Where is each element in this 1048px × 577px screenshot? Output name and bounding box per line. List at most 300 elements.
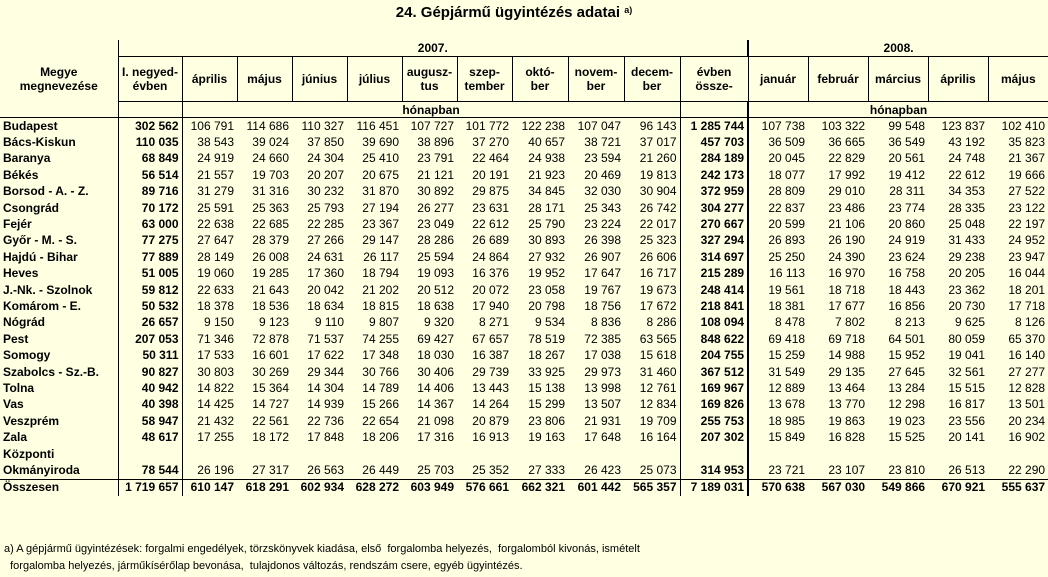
month-value-2007: 18 267 bbox=[528, 348, 565, 363]
q1-value: 302 562 bbox=[118, 118, 182, 135]
month-value-2008: 31 549 bbox=[748, 364, 808, 380]
month-value-2008: 567 030 bbox=[808, 479, 868, 496]
table-row bbox=[0, 167, 1048, 183]
month-value-2008: 22 837 bbox=[748, 200, 808, 216]
county-name: Győr - M. - S. bbox=[3, 233, 78, 248]
month-value-2008: 34 353 bbox=[948, 184, 986, 199]
table-title bbox=[0, 0, 1028, 30]
month-value-2007: 618 291 bbox=[237, 479, 292, 496]
month-value-2007: 23 631 bbox=[472, 200, 509, 215]
month-header-2007-line: április bbox=[191, 72, 228, 86]
month-value-2007: 19 709 bbox=[639, 413, 677, 428]
month-value-2008: 23 362 bbox=[948, 282, 986, 297]
month-value-2007: 30 232 bbox=[307, 184, 344, 199]
month-value-2007: 26 449 bbox=[362, 462, 399, 477]
month-header-2007-line: augusz- bbox=[406, 65, 453, 79]
month-value-2008: 24 748 bbox=[948, 151, 986, 166]
month-value-2007: 26 907 bbox=[584, 249, 621, 264]
table-row bbox=[0, 331, 1048, 347]
table-row bbox=[0, 429, 1048, 445]
annual-total: 7 189 031 bbox=[680, 479, 748, 496]
annual-total: 1 285 744 bbox=[680, 118, 748, 135]
month-value-2008 bbox=[928, 446, 988, 462]
month-value-2007: 27 194 bbox=[362, 200, 399, 215]
county-name: Komárom - E. bbox=[3, 298, 82, 313]
month-value-2008: 21 106 bbox=[828, 217, 866, 232]
month-value-2007: 19 813 bbox=[639, 167, 677, 182]
month-value-2008: 29 135 bbox=[828, 364, 866, 379]
month-value-2007: 28 379 bbox=[252, 233, 289, 248]
month-value-2008: 22 197 bbox=[1008, 217, 1046, 232]
month-value-2007: 26 689 bbox=[472, 233, 509, 248]
month-value-2007: 9 320 bbox=[423, 315, 454, 330]
month-value-2008: 15 525 bbox=[888, 430, 926, 445]
q1-value: 90 827 bbox=[118, 364, 182, 380]
q1-value: 78 544 bbox=[118, 462, 182, 479]
month-value-2007: 16 164 bbox=[639, 430, 677, 445]
q1-value: 110 035 bbox=[118, 134, 182, 150]
month-header-2007-line: július bbox=[358, 72, 391, 86]
q1-value: 63 000 bbox=[118, 216, 182, 232]
month-value-2008 bbox=[868, 446, 928, 462]
month-value-2008: 12 828 bbox=[1008, 380, 1046, 395]
month-header-2007 bbox=[457, 57, 512, 102]
month-value-2007: 19 163 bbox=[528, 430, 565, 445]
month-value-2008: 36 549 bbox=[888, 135, 926, 150]
month-value-2008: 64 501 bbox=[888, 331, 926, 346]
month-value-2007: 18 815 bbox=[362, 298, 399, 313]
month-value-2008: 16 758 bbox=[888, 266, 926, 281]
month-value-2007: 22 464 bbox=[472, 151, 509, 166]
month-value-2008: 14 988 bbox=[828, 348, 866, 363]
month-value-2008: 25 250 bbox=[748, 249, 808, 265]
month-value-2007: 23 224 bbox=[584, 217, 621, 232]
q1-value: 50 311 bbox=[118, 347, 182, 363]
q1-value: 40 398 bbox=[118, 397, 182, 413]
month-value-2007: 22 017 bbox=[639, 217, 677, 232]
month-value-2007: 16 913 bbox=[472, 430, 509, 445]
month-value-2007: 31 460 bbox=[639, 364, 677, 379]
county-name: Okmányiroda bbox=[3, 462, 80, 477]
month-value-2007: 17 672 bbox=[639, 298, 677, 313]
month-value-2008: 20 860 bbox=[888, 217, 926, 232]
annual-total: 169 826 bbox=[680, 397, 748, 413]
month-value-2008: 19 666 bbox=[1008, 167, 1046, 182]
table-row bbox=[0, 380, 1048, 396]
q1-header bbox=[118, 57, 182, 102]
month-value-2007: 34 845 bbox=[528, 184, 565, 199]
month-value-2007: 19 285 bbox=[252, 266, 289, 281]
month-value-2007 bbox=[457, 446, 512, 462]
month-value-2007: 25 352 bbox=[472, 462, 509, 477]
month-value-2007: 32 030 bbox=[584, 184, 621, 199]
month-value-2007: 12 834 bbox=[639, 397, 677, 412]
annual-total: 169 967 bbox=[680, 380, 748, 396]
county-name: Tolna bbox=[3, 380, 35, 395]
month-value-2008: 16 902 bbox=[1008, 430, 1046, 445]
month-value-2007: 39 024 bbox=[252, 135, 289, 150]
month-value-2008: 19 023 bbox=[888, 413, 926, 428]
month-value-2007: 21 643 bbox=[252, 282, 289, 297]
table-row bbox=[0, 249, 1048, 265]
month-value-2007: 19 060 bbox=[182, 266, 237, 282]
month-value-2008: 23 122 bbox=[1008, 200, 1046, 215]
month-value-2008: 15 515 bbox=[948, 380, 986, 395]
month-value-2008: 13 678 bbox=[748, 397, 808, 413]
annual-total: 215 289 bbox=[680, 266, 748, 282]
q1-value: 207 053 bbox=[118, 331, 182, 347]
month-value-2007: 19 952 bbox=[528, 266, 565, 281]
month-value-2008: 23 810 bbox=[888, 462, 926, 477]
month-value-2008: 65 370 bbox=[1008, 331, 1046, 346]
month-header-2007-line: ber bbox=[530, 79, 550, 93]
month-value-2007: 21 557 bbox=[182, 167, 237, 183]
month-value-2007: 18 794 bbox=[362, 266, 399, 281]
county-name: Budapest bbox=[3, 118, 58, 133]
month-value-2008: 17 992 bbox=[828, 167, 866, 182]
q1-value: 40 942 bbox=[118, 380, 182, 396]
county-name: J.-Nk. - Szolnok bbox=[3, 282, 93, 297]
month-value-2007: 27 932 bbox=[528, 249, 565, 264]
month-value-2008: 35 823 bbox=[1008, 135, 1046, 150]
month-value-2007: 9 534 bbox=[534, 315, 565, 330]
month-value-2008: 20 599 bbox=[748, 216, 808, 232]
month-value-2007: 67 657 bbox=[472, 331, 509, 346]
q1-value: 70 172 bbox=[118, 200, 182, 216]
month-value-2007: 22 633 bbox=[182, 282, 237, 298]
month-value-2008: 15 849 bbox=[748, 429, 808, 445]
month-value-2007: 28 171 bbox=[528, 200, 565, 215]
month-value-2007: 601 442 bbox=[568, 479, 624, 496]
month-value-2008: 18 077 bbox=[748, 167, 808, 183]
month-value-2007: 17 622 bbox=[307, 348, 344, 363]
month-value-2008: 20 561 bbox=[888, 151, 926, 166]
month-value-2007: 26 606 bbox=[639, 249, 677, 264]
month-value-2007: 565 357 bbox=[624, 479, 680, 496]
month-value-2008: 23 721 bbox=[748, 462, 808, 479]
month-value-2008: 16 113 bbox=[748, 266, 808, 282]
month-value-2007: 9 150 bbox=[182, 315, 237, 331]
month-value-2007: 14 406 bbox=[417, 380, 454, 395]
month-value-2007: 101 772 bbox=[465, 118, 509, 133]
month-header-2008: április bbox=[928, 57, 988, 102]
month-value-2008: 69 718 bbox=[828, 331, 866, 346]
month-value-2007: 20 469 bbox=[584, 167, 621, 182]
month-value-2007: 107 047 bbox=[577, 118, 621, 133]
month-header-2007 bbox=[512, 57, 568, 102]
annual-total: 255 753 bbox=[680, 413, 748, 429]
annual-total: 314 953 bbox=[680, 462, 748, 479]
month-value-2007: 26 742 bbox=[639, 200, 677, 215]
month-value-2007 bbox=[402, 446, 457, 462]
month-value-2008: 18 985 bbox=[748, 413, 808, 429]
month-header-2008: február bbox=[808, 57, 868, 102]
q1-spacer bbox=[118, 102, 182, 118]
month-value-2007: 22 285 bbox=[307, 217, 344, 232]
month-value-2007: 17 848 bbox=[307, 430, 344, 445]
month-value-2008: 26 190 bbox=[828, 233, 866, 248]
month-value-2007: 37 270 bbox=[472, 135, 509, 150]
month-value-2007: 30 269 bbox=[252, 364, 289, 379]
annual-total: 327 294 bbox=[680, 233, 748, 249]
month-value-2007: 26 277 bbox=[417, 200, 454, 215]
month-value-2007: 20 512 bbox=[417, 282, 454, 297]
month-header-2007-line: tus bbox=[420, 79, 439, 93]
month-value-2008: 16 140 bbox=[1008, 348, 1046, 363]
table-row bbox=[0, 151, 1048, 167]
month-value-2007: 27 333 bbox=[528, 462, 565, 477]
annual-total: 242 173 bbox=[680, 167, 748, 183]
month-value-2007: 21 432 bbox=[182, 413, 237, 429]
month-value-2007: 20 798 bbox=[528, 298, 565, 313]
month-value-2007: 19 093 bbox=[417, 266, 454, 281]
month-value-2007: 17 360 bbox=[307, 266, 344, 281]
month-value-2007: 22 654 bbox=[362, 413, 399, 428]
month-value-2007: 19 703 bbox=[252, 167, 289, 182]
month-value-2007 bbox=[568, 446, 624, 462]
county-name: Szabolcs - Sz.-B. bbox=[3, 364, 100, 379]
month-value-2007: 26 117 bbox=[363, 249, 399, 264]
month-value-2007: 71 346 bbox=[182, 331, 237, 347]
month-value-2007: 30 893 bbox=[528, 233, 565, 248]
month-value-2007: 17 647 bbox=[584, 266, 621, 281]
month-value-2008: 25 048 bbox=[948, 217, 986, 232]
month-header-2007 bbox=[292, 57, 347, 102]
county-name: Baranya bbox=[3, 151, 51, 166]
q1-value: 89 716 bbox=[118, 184, 182, 200]
footnote bbox=[4, 541, 640, 575]
county-name: Borsod - A. - Z. bbox=[3, 184, 89, 199]
data-table bbox=[0, 40, 1048, 496]
month-value-2007: 628 272 bbox=[347, 479, 402, 496]
annual-header-line: évben bbox=[696, 65, 732, 79]
month-value-2007: 23 806 bbox=[528, 413, 565, 428]
title-note-mark: a) bbox=[624, 5, 633, 15]
month-value-2007: 25 343 bbox=[584, 200, 621, 215]
month-value-2008: 8 126 bbox=[1015, 315, 1046, 330]
annual-total: 457 703 bbox=[680, 134, 748, 150]
month-header-2007 bbox=[568, 57, 624, 102]
q1-value: 68 849 bbox=[118, 151, 182, 167]
month-value-2007: 21 098 bbox=[417, 413, 454, 428]
month-value-2007: 40 657 bbox=[528, 135, 565, 150]
county-column-header bbox=[0, 40, 118, 118]
month-value-2007: 21 202 bbox=[362, 282, 399, 297]
month-value-2008: 15 952 bbox=[888, 348, 926, 363]
month-value-2007: 24 919 bbox=[182, 151, 237, 167]
month-value-2007: 602 934 bbox=[292, 479, 347, 496]
month-value-2007: 26 398 bbox=[584, 233, 621, 248]
month-value-2007: 16 376 bbox=[472, 266, 509, 281]
month-value-2008: 32 561 bbox=[948, 364, 986, 379]
annual-total: 372 959 bbox=[680, 184, 748, 200]
month-header-2007-line: tember bbox=[464, 79, 505, 93]
month-value-2007: 72 385 bbox=[584, 331, 621, 346]
q1-value: 1 719 657 bbox=[118, 479, 182, 496]
month-value-2007: 24 660 bbox=[252, 151, 289, 166]
month-value-2007: 23 594 bbox=[584, 151, 621, 166]
month-value-2007: 22 685 bbox=[252, 217, 289, 232]
month-header-2007 bbox=[182, 57, 237, 102]
month-value-2007: 63 565 bbox=[639, 331, 677, 346]
county-name: Összesen bbox=[0, 479, 118, 496]
month-value-2008: 18 381 bbox=[748, 298, 808, 314]
month-value-2007: 17 255 bbox=[182, 429, 237, 445]
month-value-2008: 549 866 bbox=[868, 479, 928, 496]
month-value-2007: 24 864 bbox=[472, 249, 509, 264]
month-header-2008: május bbox=[988, 57, 1048, 102]
q1-value: 50 532 bbox=[118, 298, 182, 314]
month-value-2008: 36 509 bbox=[748, 134, 808, 150]
month-value-2007: 17 038 bbox=[584, 348, 621, 363]
month-value-2007: 30 803 bbox=[182, 364, 237, 380]
month-value-2007: 26 563 bbox=[307, 462, 344, 477]
month-value-2008: 19 412 bbox=[888, 167, 926, 182]
month-value-2007: 31 870 bbox=[362, 184, 399, 199]
month-value-2007: 18 206 bbox=[362, 430, 399, 445]
month-value-2008: 103 322 bbox=[821, 118, 866, 133]
month-value-2007: 78 519 bbox=[528, 331, 565, 346]
month-value-2007 bbox=[292, 446, 347, 462]
table-row bbox=[0, 397, 1048, 413]
month-value-2008: 36 665 bbox=[828, 135, 866, 150]
month-value-2008: 13 464 bbox=[828, 380, 866, 395]
month-value-2008: 555 637 bbox=[988, 479, 1048, 496]
month-value-2007: 9 110 bbox=[314, 315, 344, 330]
county-name: Fejér bbox=[3, 217, 32, 232]
month-value-2007: 29 344 bbox=[307, 364, 344, 379]
month-value-2007: 21 260 bbox=[639, 151, 677, 166]
table-row bbox=[0, 282, 1048, 298]
month-value-2007: 20 207 bbox=[307, 167, 344, 182]
month-value-2008: 16 828 bbox=[828, 430, 866, 445]
month-value-2007: 15 138 bbox=[528, 380, 565, 395]
month-value-2007: 15 266 bbox=[362, 397, 399, 412]
month-header-2008: március bbox=[868, 57, 928, 102]
month-value-2007: 23 367 bbox=[362, 217, 399, 232]
month-value-2008: 16 817 bbox=[948, 397, 986, 412]
month-value-2008: 15 259 bbox=[748, 347, 808, 363]
annual-total: 304 277 bbox=[680, 200, 748, 216]
table-row bbox=[0, 364, 1048, 380]
month-value-2007: 9 807 bbox=[368, 315, 399, 330]
monthly-header-2008: hónapban bbox=[748, 102, 1048, 118]
month-value-2007: 38 721 bbox=[584, 135, 621, 150]
county-label-1: Megye bbox=[40, 64, 78, 79]
county-name: Központi bbox=[3, 446, 55, 461]
month-value-2007: 122 238 bbox=[521, 118, 565, 133]
monthly-header-2007: hónapban bbox=[182, 102, 680, 118]
month-value-2007: 24 304 bbox=[307, 151, 344, 166]
month-value-2007: 25 410 bbox=[362, 151, 399, 166]
month-value-2007: 107 727 bbox=[410, 118, 454, 133]
footnote-line-1: a) A gépjármű ügyintézések: forgalmi engedélyek, törzskönyvek kiadása, első forgalomba helyezés, forgalomból kivonás, ismételt bbox=[4, 543, 640, 555]
month-value-2008: 16 044 bbox=[1008, 266, 1046, 281]
month-value-2007: 19 673 bbox=[639, 282, 677, 297]
month-value-2007: 25 793 bbox=[307, 200, 344, 215]
month-value-2007: 30 892 bbox=[417, 184, 454, 199]
month-value-2007: 14 304 bbox=[307, 380, 344, 395]
month-value-2007: 15 299 bbox=[528, 397, 565, 412]
month-value-2008: 99 548 bbox=[888, 118, 926, 133]
county-name: Csongrád bbox=[3, 200, 60, 215]
month-value-2008: 18 201 bbox=[1008, 282, 1046, 297]
month-value-2008: 28 809 bbox=[748, 184, 808, 200]
month-value-2007: 110 327 bbox=[301, 118, 344, 133]
month-value-2008: 21 367 bbox=[1008, 151, 1046, 166]
month-value-2007: 96 143 bbox=[639, 118, 677, 133]
month-value-2007: 18 756 bbox=[584, 298, 621, 313]
month-value-2008: 23 486 bbox=[828, 200, 866, 215]
table-row bbox=[0, 413, 1048, 429]
month-value-2007: 25 594 bbox=[417, 249, 454, 264]
annual-total: 207 302 bbox=[680, 429, 748, 445]
month-value-2008: 20 045 bbox=[748, 151, 808, 167]
annual-total: 204 755 bbox=[680, 347, 748, 363]
month-value-2008: 102 410 bbox=[1001, 118, 1046, 133]
month-value-2007: 26 196 bbox=[182, 462, 237, 479]
annual-total: 367 512 bbox=[680, 364, 748, 380]
month-value-2007: 21 923 bbox=[528, 167, 565, 182]
month-header-2007-line: ber bbox=[642, 79, 662, 93]
month-value-2007: 20 191 bbox=[472, 167, 509, 182]
month-value-2008: 19 041 bbox=[948, 348, 986, 363]
month-value-2008: 16 970 bbox=[828, 266, 866, 281]
month-header-2007-line: május bbox=[247, 72, 282, 86]
month-value-2008: 16 856 bbox=[888, 298, 926, 313]
month-value-2007: 28 149 bbox=[182, 249, 237, 265]
month-value-2007: 116 451 bbox=[356, 118, 399, 133]
month-header-2008: január bbox=[748, 57, 808, 102]
month-value-2007: 29 875 bbox=[472, 184, 509, 199]
month-value-2007: 33 925 bbox=[528, 364, 565, 379]
month-value-2007: 26 008 bbox=[252, 249, 289, 264]
table-row bbox=[0, 216, 1048, 232]
q1-value bbox=[118, 446, 182, 462]
month-value-2007: 25 790 bbox=[528, 217, 565, 232]
month-value-2007: 18 378 bbox=[182, 298, 237, 314]
month-value-2008: 27 645 bbox=[888, 364, 926, 379]
month-value-2008: 29 010 bbox=[828, 184, 866, 199]
month-value-2007: 24 938 bbox=[528, 151, 565, 166]
month-value-2008: 23 774 bbox=[888, 200, 926, 215]
month-value-2007: 20 042 bbox=[307, 282, 344, 297]
month-value-2008: 24 390 bbox=[828, 249, 866, 264]
month-value-2008: 23 624 bbox=[888, 249, 926, 264]
table-row bbox=[0, 298, 1048, 314]
month-value-2007: 69 427 bbox=[417, 331, 454, 346]
q1-header-line2: évben bbox=[132, 79, 168, 93]
annual-total: 314 697 bbox=[680, 249, 748, 265]
table-row bbox=[0, 266, 1048, 282]
month-value-2007: 25 363 bbox=[252, 200, 289, 215]
q1-value: 77 275 bbox=[118, 233, 182, 249]
month-header-2007 bbox=[237, 57, 292, 102]
month-value-2008: 12 889 bbox=[748, 380, 808, 396]
month-header-2007-line: decem- bbox=[630, 65, 674, 79]
month-value-2008: 19 863 bbox=[828, 413, 866, 428]
month-value-2008: 670 921 bbox=[928, 479, 988, 496]
month-value-2008: 43 192 bbox=[948, 135, 986, 150]
month-value-2008 bbox=[748, 446, 808, 462]
footnote-line-2: forgalomba helyezés, járműkísérőlap bevonása, tulajdonos változás, rendszám csere, egyéb ügyintézés. bbox=[4, 560, 523, 572]
month-value-2007: 19 767 bbox=[584, 282, 621, 297]
month-value-2007: 18 634 bbox=[307, 298, 344, 313]
month-value-2007: 22 638 bbox=[182, 216, 237, 232]
month-value-2007: 16 387 bbox=[472, 348, 509, 363]
q1-value: 58 947 bbox=[118, 413, 182, 429]
month-value-2008: 23 947 bbox=[1008, 249, 1046, 264]
